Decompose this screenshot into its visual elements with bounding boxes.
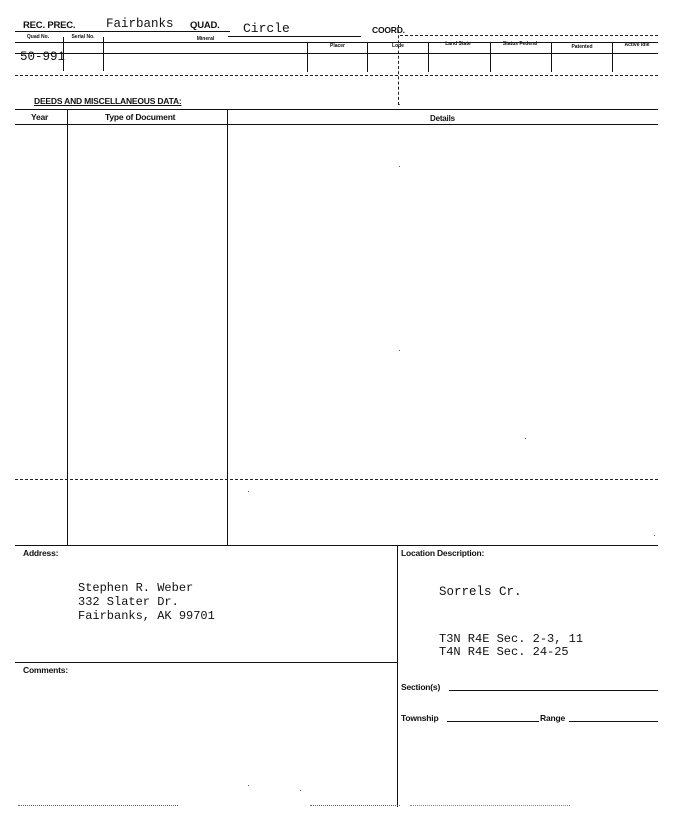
range-fill-line [569, 721, 658, 722]
col-header-type-of-document: Type of Document [105, 112, 176, 122]
rec-prec-label: REC. PREC. [23, 20, 76, 31]
col-divider [428, 42, 429, 72]
col-header-active-idle: Active Idle [624, 42, 650, 48]
type-column-divider [227, 109, 228, 546]
township-label: Township [401, 713, 439, 723]
address-line: Fairbanks, AK 99701 [78, 609, 215, 623]
deeds-bottom-rule [15, 545, 658, 546]
sections-label: Section(s) [401, 682, 441, 692]
address-line: Stephen R. Weber [78, 581, 194, 595]
deeds-top-rule [15, 109, 658, 110]
deeds-dashed-separator [15, 479, 658, 480]
col-header-lode: Lode [392, 43, 404, 49]
location-line: T4N R4E Sec. 24-25 [439, 645, 569, 659]
scan-edge-noise [410, 805, 570, 806]
range-label: Range [540, 713, 565, 723]
coord-label: COORD. [372, 25, 405, 35]
sections-fill-line [449, 690, 658, 691]
scan-edge-noise [310, 805, 400, 806]
deeds-title: DEEDS AND MISCELLANEOUS DATA: [34, 96, 182, 106]
col-header-serial-no: Serial No. [71, 34, 95, 40]
col-header-land-state: Land State [445, 41, 471, 47]
township-fill-line [447, 721, 539, 722]
col-header-details: Details [430, 114, 455, 123]
deeds-header-rule [15, 124, 658, 125]
address-block [78, 581, 215, 623]
header-bottom-rule [15, 75, 658, 76]
header-coord-rule [400, 35, 658, 36]
comments-label: Comments: [23, 665, 68, 675]
year-column-divider [67, 109, 68, 546]
location-name: Sorrels Cr. [439, 585, 522, 599]
address-label: Address: [23, 548, 59, 558]
col-header-mineral: Mineral [196, 36, 215, 42]
quad-label: QUAD. [190, 20, 220, 31]
quad-no-value: 50-991 [20, 50, 66, 64]
col-header-placer: Placer [329, 43, 345, 49]
address-line: 332 Slater Dr. [78, 595, 179, 609]
col-divider [612, 42, 613, 72]
col-header-quad-no: Quad No. [26, 34, 50, 40]
location-description-label: Location Description: [401, 548, 485, 558]
location-township-block [439, 633, 583, 659]
rec-prec-value: Fairbanks [106, 17, 174, 31]
col-divider [103, 37, 104, 71]
location-line: T3N R4E Sec. 2-3, 11 [439, 632, 584, 646]
coord-dashed-divider [398, 25, 399, 105]
scan-edge-noise [18, 805, 178, 806]
address-bottom-rule [15, 662, 397, 663]
col-header-year: Year [31, 112, 49, 122]
header-top-rule [15, 31, 230, 32]
quad-value: Circle [243, 21, 290, 36]
header-columns-bottom [15, 53, 658, 54]
col-divider [490, 42, 491, 72]
col-header-status-federal: Status Federal [502, 41, 538, 47]
col-header-patented: Patented [571, 44, 593, 50]
bottom-vertical-divider [397, 545, 398, 807]
